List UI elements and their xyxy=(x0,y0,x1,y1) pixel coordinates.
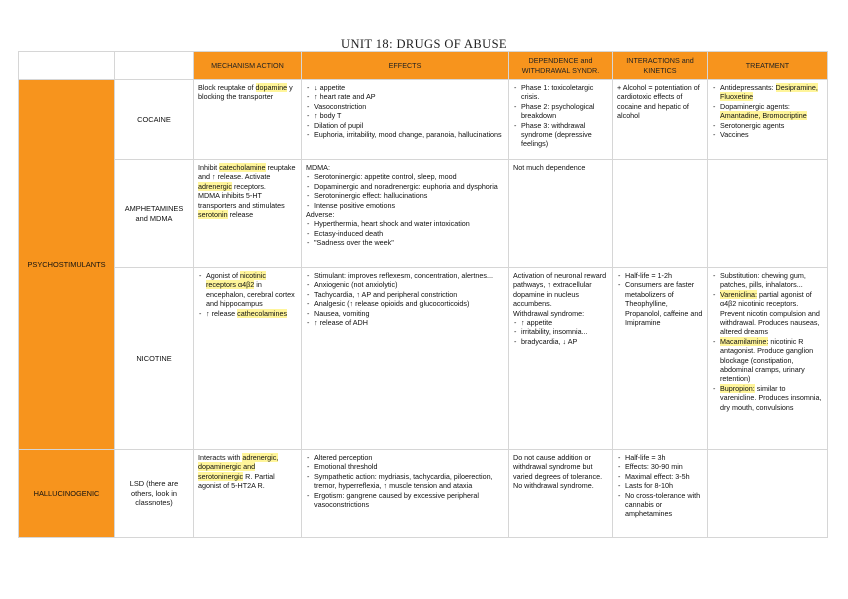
header-row xyxy=(19,52,828,80)
nicotine-treatment: - Substitution: chewing gum, patches, pills, inhalators... - Vareniclina: partial agonist of α4β2 nicotinic receptors. Prevent nicotin compulsion and withdrawal. Produces nauseas, altered dreams - Macamilamine: nicotinic R antagonist. Produce ganglion blockage (constipation, abdominal cramps, urinary retention) - Bupropion: similar to varenicline. Produces insomnia, dry mouth, convulsions xyxy=(708,268,828,450)
nicotine-mechanism: - Agonist of nicotinic receptors α4β2 in encephalon, cerebral cortex and hippocampus - ↑ release cathecolamines xyxy=(194,268,302,450)
drug-lsd: LSD (there are others, look in classnotes) xyxy=(115,450,194,538)
header-mechanism: MECHANISM ACTION xyxy=(194,52,302,80)
lsd-interactions: - Half-life = 3h - Effects: 30-90 min - Maximal effect: 3-5h - Lasts for 8-10h - No cross-tolerance with cannabis or amphetamines xyxy=(613,450,708,538)
header-blank-2 xyxy=(115,52,194,80)
cocaine-dependence: - Phase 1: toxicoletargic crisis. - Phase 2: psychological breakdown - Phase 3: withdrawal syndrome (depressive feelings) xyxy=(509,80,613,160)
table-row-cocaine xyxy=(19,80,828,160)
category-psychostimulants: PSYCHOSTIMULANTS xyxy=(19,80,115,450)
lsd-dependence: Do not cause addition or withdrawal syndrome but varied degrees of tolerance. No withdrawal syndrome. xyxy=(509,450,613,538)
lsd-treatment xyxy=(708,450,828,538)
amph-effects: MDMA: - Serotoninergic: appetite control, sleep, mood - Dopaminergic and noradrenergic: euphoria and dysphoria - Serotoninergic effect: hallucinations - Intense positive emotions Adverse: - Hyperthermia, heart shock and water intoxication - Ectasy-induced death - "Sadness over the week" xyxy=(302,160,509,268)
amph-mechanism: Inhibit catecholamine reuptake and ↑ release. Activate adrenergic receptors. MDMA inhibits 5-HT transporters and stimulates serotonin release xyxy=(194,160,302,268)
table-row-nicotine xyxy=(19,268,828,450)
header-treatment: TREATMENT xyxy=(708,52,828,80)
nicotine-dependence: Activation of neuronal reward pathways, ↑ extracellular dopamine in nucleus accumbens. Withdrawal syndrome: - ↑ appetite - irritability, insomnia... - bradycardia, ↓ AP xyxy=(509,268,613,450)
table-row-lsd xyxy=(19,450,828,538)
cocaine-treatment: - Antidepressants: Desipramine, Fluoxetine - Dopaminergic agents: Amantadine, Bromocriptine - Serotonergic agents - Vaccines xyxy=(708,80,828,160)
cocaine-interactions: + Alcohol = potentiation of cardiotoxic effects of cocaine and hepatic of alcohol xyxy=(613,80,708,160)
drug-amphetamines: AMPHETAMINES and MDMA xyxy=(115,160,194,268)
page-title: UNIT 18: DRUGS OF ABUSE xyxy=(341,37,507,51)
category-hallucinogenic: HALLUCINOGENIC xyxy=(19,450,115,538)
amph-dependence: Not much dependence xyxy=(509,160,613,268)
amph-interactions xyxy=(613,160,708,268)
lsd-effects: - Altered perception - Emotional threshold - Sympathetic action: mydriasis, tachycardia, piloerection, tremor, hyperreflexia, ↑ muscle tension and ataxia - Ergotism: gangrene caused by excessive peripheral vasoconstrictions xyxy=(302,450,509,538)
amph-treatment xyxy=(708,160,828,268)
nicotine-interactions: - Half-life = 1-2h - Consumers are faster metabolizers of Theophylline, Propanolol, caffeine and Imipramine xyxy=(613,268,708,450)
drug-nicotine: NICOTINE xyxy=(115,268,194,450)
lsd-mechanism: Interacts with adrenergic, dopaminergic and serotoninergic R. Partial agonist of 5-HT2A R. xyxy=(194,450,302,538)
nicotine-effects: - Stimulant: improves reflexesm, concentration, alertnes... - Anxiogenic (not anxiolytic) - Tachycardia, ↑ AP and peripheral constriction - Analgesic (↑ release opioids and glucocorticoids) - Nausea, vomiting - ↑ release of ADH xyxy=(302,268,509,450)
header-effects: EFFECTS xyxy=(302,52,509,80)
table-row-amphetamines xyxy=(19,160,828,268)
cocaine-effects: - ↓ appetite - ↑ heart rate and AP - Vasoconstriction - ↑ body T - Dilation of pupil - Euphoria, irritability, mood change, paranoia, hallucinations xyxy=(302,80,509,160)
header-dependence: DEPENDENCE and WITHDRAWAL SYNDR. xyxy=(509,52,613,80)
header-blank xyxy=(19,52,115,80)
drug-cocaine: COCAINE xyxy=(115,80,194,160)
cocaine-mechanism: Block reuptake of dopamine y blocking the transporter xyxy=(194,80,302,160)
header-interactions: INTERACTIONS and KINETICS xyxy=(613,52,708,80)
drugs-table xyxy=(18,51,828,538)
